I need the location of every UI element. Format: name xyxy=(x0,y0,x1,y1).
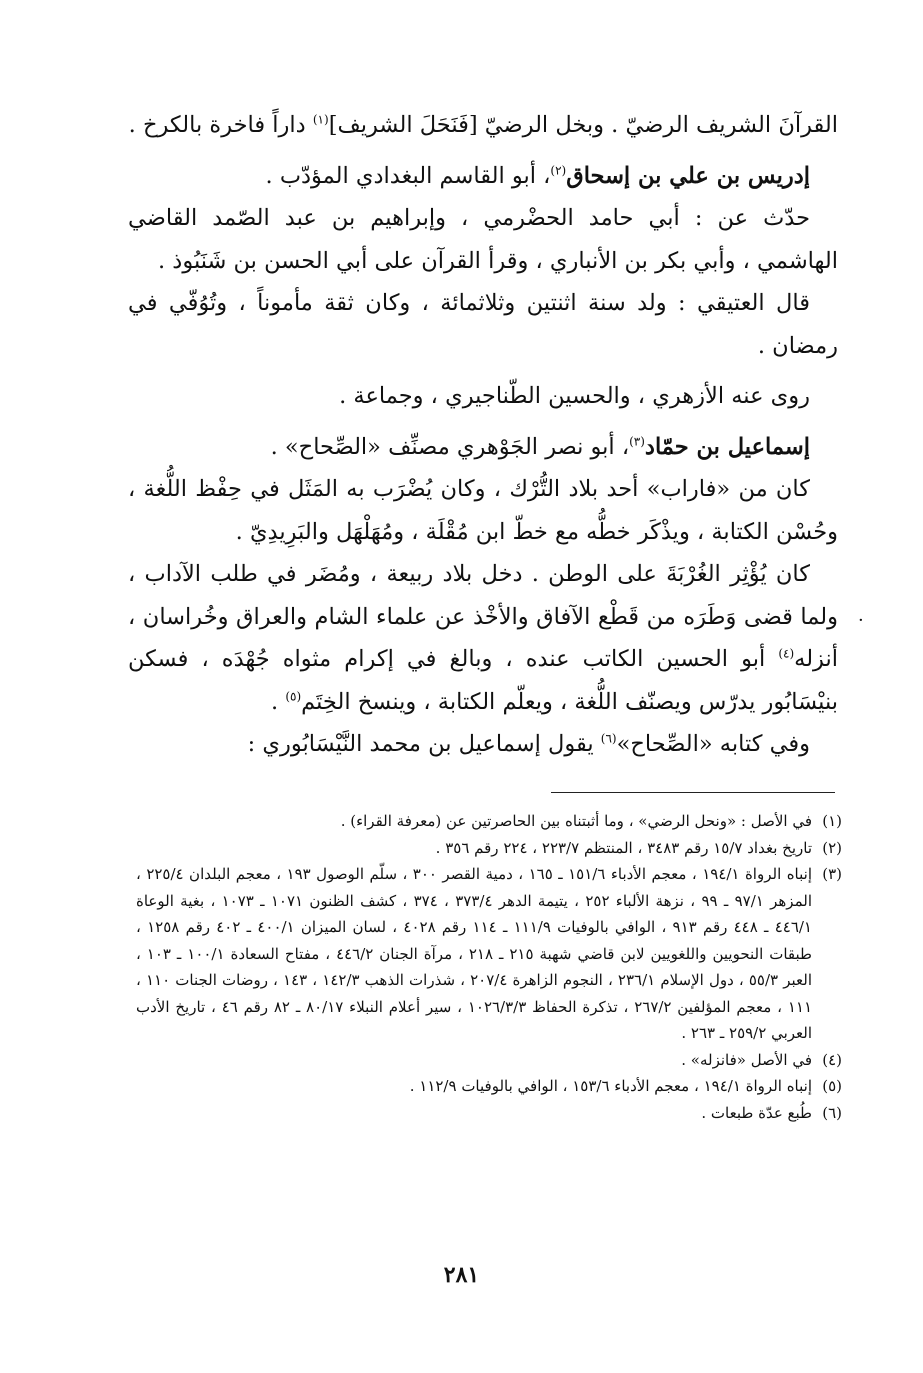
footnote-text: تاريخ بغداد ١٥/٧ رقم ٣٤٨٣ ، المنتظم ٢٢٣/٧ ، ٢٢٤ رقم ٣٥٦ . xyxy=(435,838,812,857)
footnotes xyxy=(136,808,842,1126)
paragraph-text: كان من «فاراب» أحد بلاد التُّرْك ، وكان يُضْرَب به المَثَل في حِفْظ اللُّغة ، وحُسْن الكتابة ، ويذْكَر خطُّه مع خطّ ابن مُقْلَة ، ومُهَلْهَل والبَرِيدِيّ . xyxy=(128,476,838,545)
footnote-text: في الأصل «فانزله» . xyxy=(681,1050,812,1069)
footnote xyxy=(136,1073,842,1100)
paragraph-text: يقول إسماعيل بن محمد النَّيْسَابُوري : xyxy=(247,731,601,757)
paragraph-text: روى عنه الأزهري ، والحسين الطّناجيري ، وجماعة . xyxy=(339,383,810,409)
paragraph xyxy=(128,375,838,418)
paragraph xyxy=(128,468,838,553)
footnote-number: (٢) xyxy=(822,838,842,857)
footnote-separator xyxy=(551,792,835,793)
main-text xyxy=(128,104,838,766)
footnote xyxy=(136,1047,842,1074)
footnote-reference: (٣) xyxy=(629,434,645,448)
paragraph xyxy=(128,155,838,198)
footnote xyxy=(136,835,842,862)
footnote xyxy=(136,1100,842,1127)
paragraph-text: داراً فاخرة بالكرخ . xyxy=(128,112,313,138)
margin-dot: · xyxy=(858,610,864,631)
paragraph-text: أبو الحسين الكاتب عنده ، وبالغ في إكرام مثواه جُهْدَه ، فسكن بنيْسَابُور يدرّس ويصنّف اللُّغة ، ويعلّم الكتابة ، وينسخ الخِتَم xyxy=(128,646,838,715)
paragraph-text: القرآنَ الشريف الرضيّ . وبخل الرضيّ [فَنَحَلَ الشريف] xyxy=(328,112,838,138)
footnote-reference: (١) xyxy=(312,112,329,127)
paragraph xyxy=(128,723,838,766)
footnote-text: إنباه الرواة ١٩٤/١ ، معجم الأدباء ١٥٣/٦ ، الوافي بالوفيات ١١٢/٩ . xyxy=(409,1077,812,1095)
paragraph-text: كان يُؤْثِر الغُرْبَةَ على الوطن . دخل بلاد ربيعة ، ومُضَر في طلب الآداب ، ولما قضى وَطَرَه من قَطْع الآفاق والأخْذ عن علماء الشام والعراق وخُراسان ، أنزله xyxy=(128,561,838,672)
footnote-reference: (٦) xyxy=(600,731,617,746)
paragraph-text: . xyxy=(271,688,286,715)
paragraph xyxy=(128,104,838,147)
paragraph-text: ، أبو القاسم البغدادي المؤدّب . xyxy=(265,162,551,189)
footnote-text: طُبع عدّة طبعات . xyxy=(701,1103,812,1122)
footnote-number: (٣) xyxy=(822,865,842,883)
paragraph-text: ، أبو نصر الجَوْهري مصنِّف «الصِّحاح» . xyxy=(270,433,630,460)
footnote-number: (١) xyxy=(822,812,842,830)
entry-heading: إدريس بن علي بن إسحاق xyxy=(566,162,810,189)
footnote-text: إنباه الرواة ١٩٤/١ ، معجم الأدباء ١٥١/٦ ـ ١٦٥ ، دمية القصر ٣٠٠ ، سلّم الوصول ١٩٣ ، معجم البلدان ٢٢٥/٤ ، المزهر ٩٧/١ ـ ٩٩ ، نزهة الألباء ٢٥٢ ، يتيمة الدهر ٣٧٣/٤ ، ٣٧٤ ، كشف الظنون ١٠٧١ ـ ١٠٧٣ ، بغية الوعاة ٤٤٦/١ ـ ٤٤٨ رقم ٩١٣ ، الوافي بالوفيات ١١١/٩ ـ ١١٤ رقم ٤٠٢٨ ، لسان الميزان ٤٠٠/١ ـ ٤٠٢ رقم ١٢٥٨ ، طبقات النحويين واللغويين لابن قاضي شهبة ٢١٥ ـ ٢١٨ ، مرآة الجنان ٤٤٦/٢ ، مفتاح السعادة ١٠٠/١ ـ ١٠٣ ، العبر ٥٥/٣ ، دول الإسلام ٢٣٦/١ ، النجوم الزاهرة ٢٠٧/٤ ، شذرات الذهب ١٤٢/٣ ، ١٤٣ ، روضات الجنات ١١٠ ، ١١١ ، معجم المؤلفين ٢٦٧/٢ ، تذكرة الحفاظ ١٠٢٦/٣/٣ ، سير أعلام النبلاء ٨٠/١٧ ـ ٨٢ رقم ٤٦ ، تاريخ الأدب العربي ٢٥٩/٢ ـ ٢٦٣ . xyxy=(136,865,813,1042)
footnote-text: في الأصل : «ونحل الرضي» ، وما أثبتناه بين الحاصرتين عن (معرفة القراء) . xyxy=(340,812,812,830)
footnote-number: (٥) xyxy=(822,1077,842,1095)
page-number: ٢٨١ xyxy=(443,1262,480,1288)
paragraph-text: وفي كتابه «الصِّحاح» xyxy=(616,731,810,757)
footnote-reference: (٢) xyxy=(550,163,567,177)
footnote-number: (٦) xyxy=(822,1103,842,1122)
paragraph-text: قال العتيقي : ولد سنة اثنتين وثلاثمائة ، وكان ثقة مأموناً ، وتُوُفّي في رمضان . xyxy=(128,290,838,359)
entry-heading: إسماعيل بن حمّاد xyxy=(644,433,810,460)
footnote-number: (٤) xyxy=(822,1050,842,1069)
footnote xyxy=(136,808,842,835)
paragraph xyxy=(128,282,838,367)
paragraph xyxy=(128,426,838,469)
paragraph-text: حدّث عن : أبي حامد الحضْرمي ، وإبراهيم بن عبد الصّمد القاضي الهاشمي ، وأبي بكر بن الأنباري ، وقرأ القرآن على أبي الحسن بن شَنَبُوذ . xyxy=(128,205,838,274)
paragraph xyxy=(128,553,838,723)
paragraph xyxy=(128,197,838,282)
footnote-reference: (٥) xyxy=(285,689,302,703)
footnote xyxy=(136,861,842,1047)
footnote-reference: (٤) xyxy=(778,646,795,661)
